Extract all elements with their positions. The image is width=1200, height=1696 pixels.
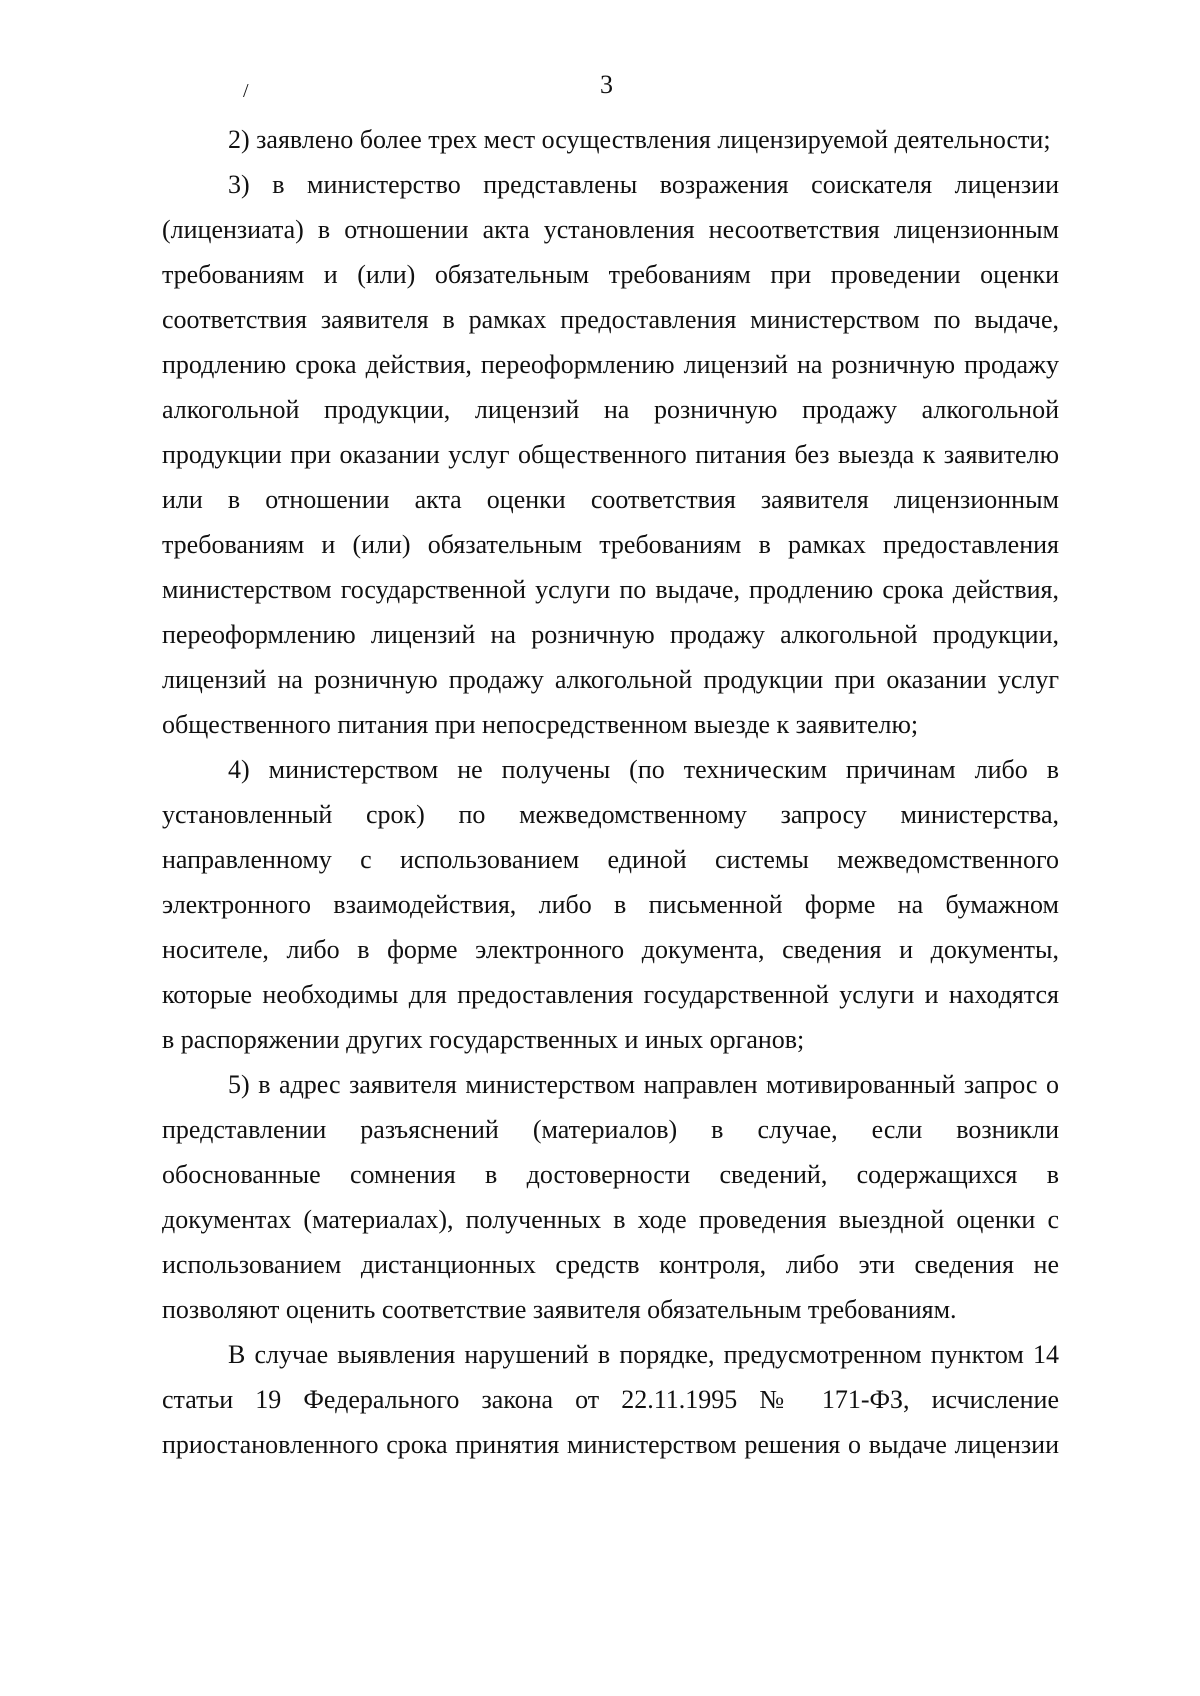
text-line: 3) в министерство представлены возражения соискателя лицензии xyxy=(228,170,1059,199)
text-line: направленному с использованием единой системы межведомственного xyxy=(162,845,1059,874)
text-line: требованиям и (или) обязательным требованиям в рамках предоставления xyxy=(162,530,1059,559)
paragraph xyxy=(162,117,1059,162)
text-line: продлению срока действия, переоформлению лицензий на розничную продажу xyxy=(162,350,1059,379)
text-line: которые необходимы для предоставления государственной услуги и находятся xyxy=(162,980,1059,1009)
text-line: в распоряжении других государственных и иных органов; xyxy=(162,1025,805,1054)
text-line: установленный срок) по межведомственному запросу министерства, xyxy=(162,800,1059,829)
document-body xyxy=(162,117,1059,1467)
text-line: общественного питания при непосредственном выезде к заявителю; xyxy=(162,710,919,739)
text-line: приостановленного срока принятия министерством решения о выдаче лицензии xyxy=(162,1430,1059,1459)
paragraph xyxy=(162,747,1059,1062)
text-line: статьи 19 Федерального закона от 22.11.1995 № 171-ФЗ, исчисление xyxy=(162,1385,1059,1414)
text-line: электронного взаимодействия, либо в письменной форме на бумажном xyxy=(162,890,1059,919)
text-line: соответствия заявителя в рамках предоставления министерством по выдаче, xyxy=(162,305,1059,334)
text-line: позволяют оценить соответствие заявителя обязательным требованиям. xyxy=(162,1295,957,1324)
stray-mark: / xyxy=(243,80,249,102)
text-line: обоснованные сомнения в достоверности сведений, содержащихся в xyxy=(162,1160,1059,1189)
text-line: 2) заявлено более трех мест осуществления лицензируемой деятельности; xyxy=(228,125,1051,154)
paragraph xyxy=(162,1062,1059,1332)
text-line: (лицензиата) в отношении акта установления несоответствия лицензионным xyxy=(162,215,1059,244)
paragraph xyxy=(162,162,1059,747)
text-line: 4) министерством не получены (по техническим причинам либо в xyxy=(228,755,1059,784)
text-line: 5) в адрес заявителя министерством направлен мотивированный запрос о xyxy=(228,1070,1059,1099)
text-line: документах (материалах), полученных в ходе проведения выездной оценки с xyxy=(162,1205,1059,1234)
text-line: носителе, либо в форме электронного документа, сведения и документы, xyxy=(162,935,1059,964)
page-number: 3 xyxy=(600,70,613,99)
text-line: продукции при оказании услуг общественного питания без выезда к заявителю xyxy=(162,440,1059,469)
text-line: представлении разъяснений (материалов) в случае, если возникли xyxy=(162,1115,1059,1144)
text-line: министерством государственной услуги по выдаче, продлению срока действия, xyxy=(162,575,1059,604)
text-line: переоформлению лицензий на розничную продажу алкогольной продукции, xyxy=(162,620,1059,649)
text-line: В случае выявления нарушений в порядке, предусмотренном пунктом 14 xyxy=(228,1340,1059,1369)
text-line: лицензий на розничную продажу алкогольной продукции при оказании услуг xyxy=(162,665,1059,694)
text-line: или в отношении акта оценки соответствия заявителя лицензионным xyxy=(162,485,1059,514)
text-line: требованиям и (или) обязательным требованиям при проведении оценки xyxy=(162,260,1059,289)
text-line: использованием дистанционных средств контроля, либо эти сведения не xyxy=(162,1250,1059,1279)
paragraph xyxy=(162,1332,1059,1467)
text-line: алкогольной продукции, лицензий на розничную продажу алкогольной xyxy=(162,395,1059,424)
